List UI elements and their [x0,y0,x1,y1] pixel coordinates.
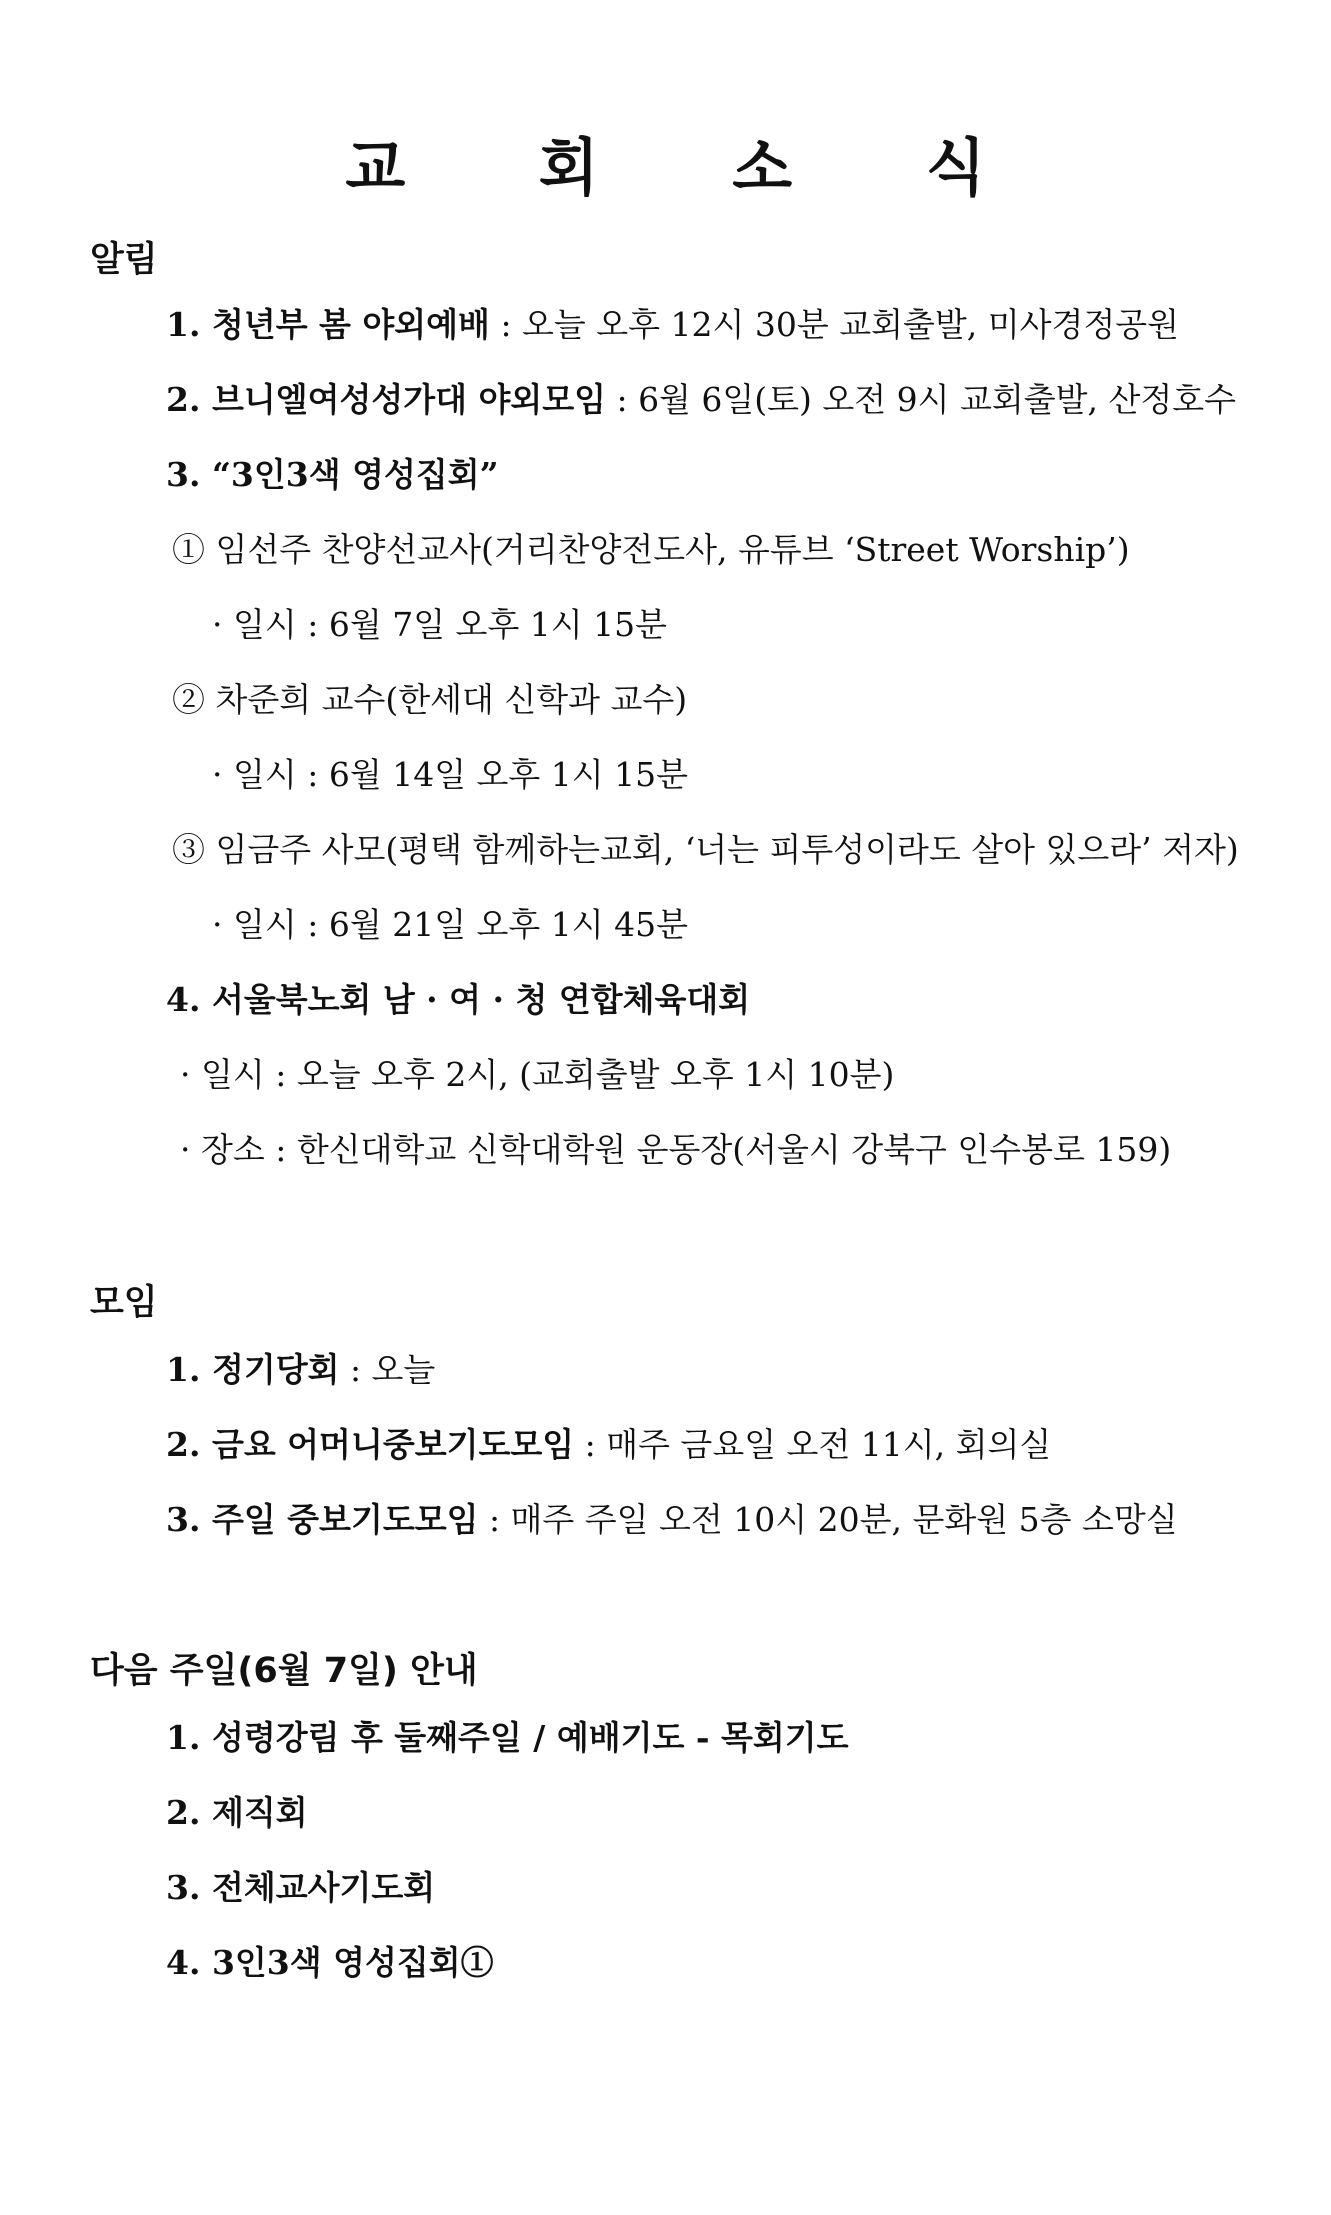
meeting-item-2 [166,1425,1051,1465]
notice-item-2 [166,380,1236,420]
speaker-3-time: · 일시 : 6월 21일 오후 1시 45분 [212,905,689,944]
meeting-item-2-title: 2. 금요 어머니중보기도모임 [166,1425,575,1464]
next-sunday-item-1: 1. 성령강림 후 둘째주일 / 예배기도 - 목회기도 [166,1718,849,1757]
meeting-item-2-detail: : 매주 금요일 오전 11시, 회의실 [574,1425,1052,1464]
notice-item-1-title: 1. 청년부 봄 야외예배 [166,305,490,344]
notice-item-1 [166,305,1179,345]
notice-item-2-detail: : 6월 6일(토) 오전 9시 교회출발, 산정호수 [605,380,1237,419]
next-sunday-item-2: 2. 제직회 [166,1793,308,1832]
notice-item-4-place: · 장소 : 한신대학교 신학대학원 운동장(서울시 강북구 인수봉로 159) [180,1130,1172,1169]
meeting-item-3-detail: : 매주 주일 오전 10시 20분, 문화원 5층 소망실 [478,1500,1178,1539]
section-heading-meetings: 모임 [90,1283,158,1323]
notice-item-4-time: · 일시 : 오늘 오후 2시, (교회출발 오후 1시 10분) [180,1055,895,1094]
page-title: 교 회 소 식 [345,131,1042,204]
meeting-item-1 [166,1350,435,1390]
section-heading-next-sunday: 다음 주일(6월 7일) 안내 [90,1651,478,1691]
section-heading-notices: 알림 [90,240,158,280]
notice-item-3: 3. “3인3색 영성집회” [166,455,499,494]
next-sunday-item-4: 4. 3인3색 영성집회① [166,1943,494,1982]
notice-item-1-detail: : 오늘 오후 12시 30분 교회출발, 미사경정공원 [489,305,1180,344]
speaker-1-time: · 일시 : 6월 7일 오후 1시 15분 [212,605,668,644]
meeting-item-3-title: 3. 주일 중보기도모임 [166,1500,479,1539]
next-sunday-item-3: 3. 전체교사기도회 [166,1868,436,1907]
meeting-item-1-title: 1. 정기당회 [166,1350,340,1389]
speaker-3: ③ 임금주 사모(평택 함께하는교회, ‘너는 피투성이라도 살아 있으라’ 저자) [172,830,1239,869]
speaker-1: ① 임선주 찬양선교사(거리찬양전도사, 유튜브 ‘Street Worship’) [172,530,1130,569]
speaker-2: ② 차준희 교수(한세대 신학과 교수) [172,680,688,719]
notice-item-2-title: 2. 브니엘여성성가대 야외모임 [166,380,606,419]
notice-item-4: 4. 서울북노회 남 · 여 · 청 연합체육대회 [166,980,751,1019]
meeting-item-3 [166,1500,1178,1540]
speaker-2-time: · 일시 : 6월 14일 오후 1시 15분 [212,755,689,794]
meeting-item-1-detail: : 오늘 [339,1350,436,1389]
